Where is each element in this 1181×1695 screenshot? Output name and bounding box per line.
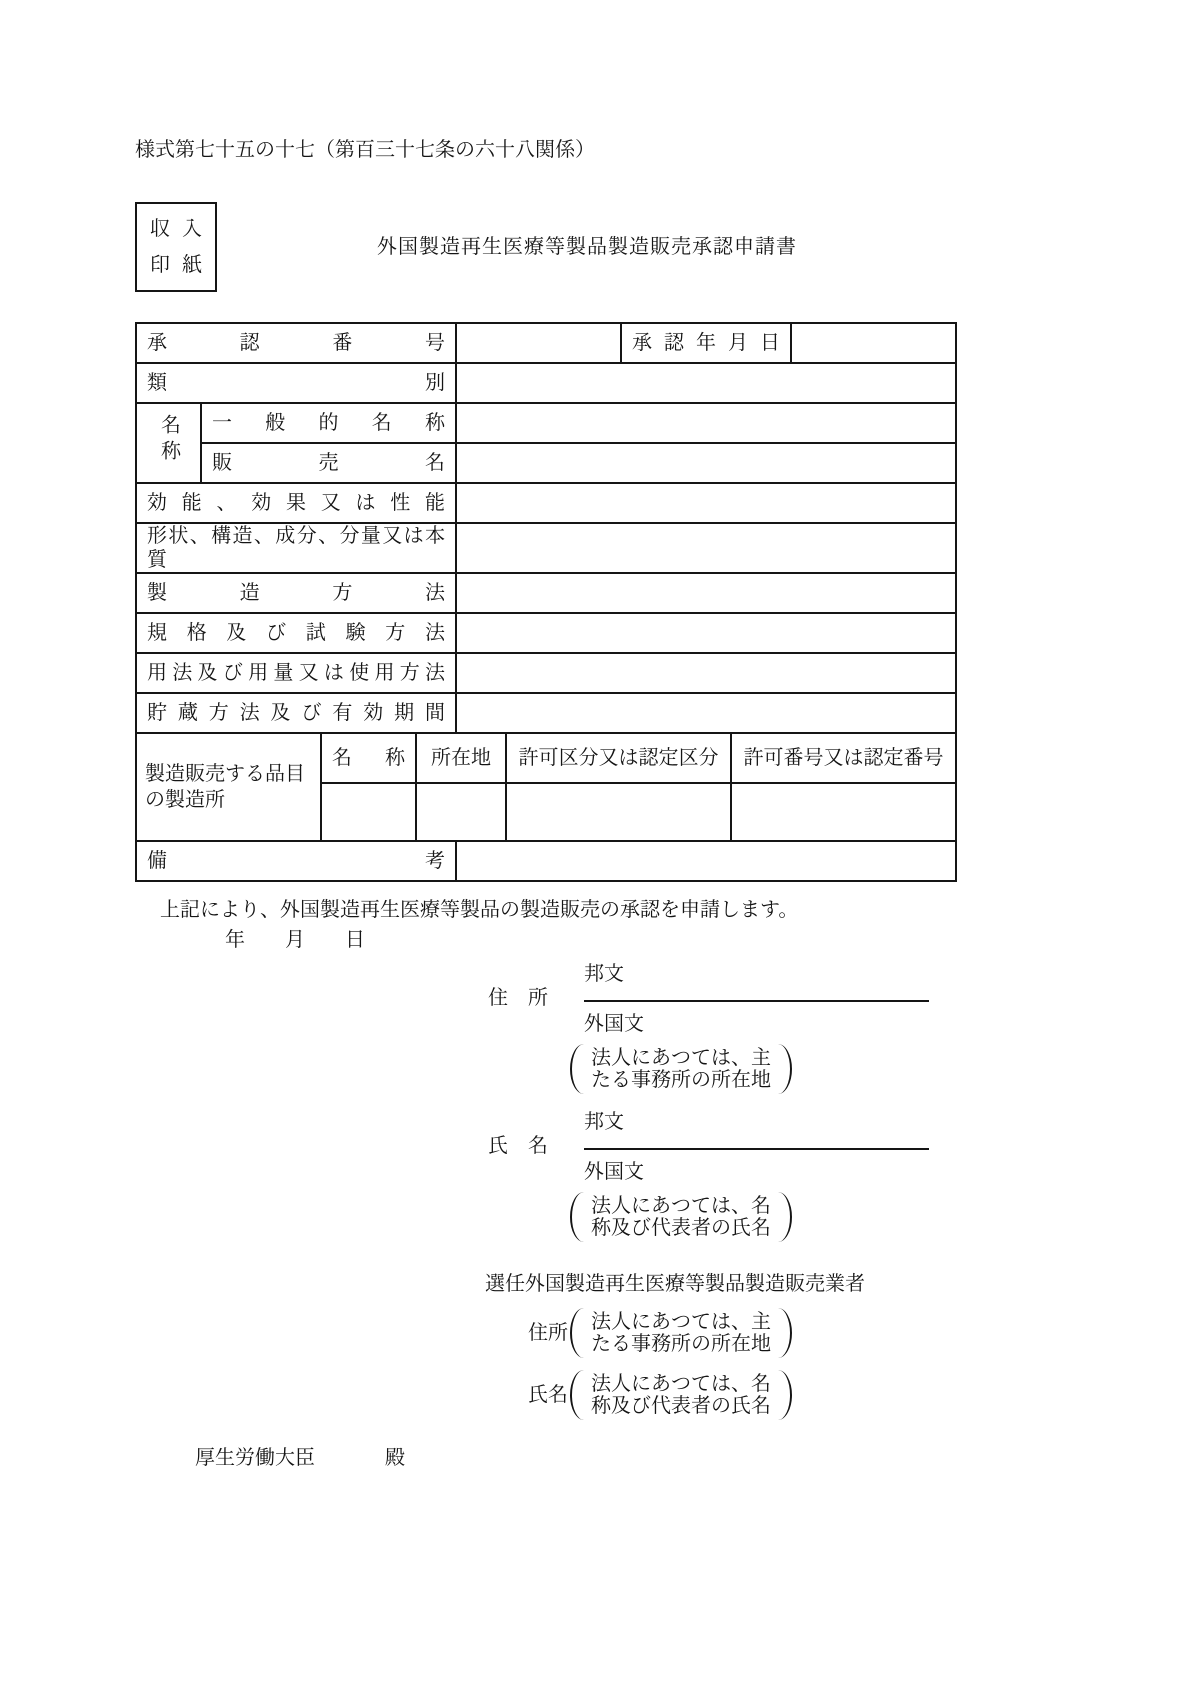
row-remarks <box>136 841 956 881</box>
site-address-field[interactable] <box>416 783 506 841</box>
agent-address-row <box>528 1308 957 1358</box>
remarks-field[interactable] <box>456 841 956 881</box>
agent-address-label: 住所 <box>528 1322 568 1344</box>
row-composition <box>136 523 956 573</box>
applicant-address-label: 住 所 <box>488 987 548 1009</box>
dosage-label: 用法及び用量又は使用方法 <box>136 653 456 693</box>
header-row <box>135 202 957 292</box>
minister-label: 厚生労働大臣 <box>195 1447 315 1469</box>
manufacturing-method-field[interactable] <box>456 573 956 613</box>
note-line2: 称及び代表者の氏名 <box>591 1395 771 1417</box>
applicant-name-note-text <box>589 1192 773 1242</box>
note-line1: 法人にあつては、名 <box>591 1195 771 1217</box>
composition-label: 形状、構造、成分、分量又は本質 <box>136 523 456 573</box>
row-efficacy <box>136 483 956 523</box>
note-line2: たる事務所の所在地 <box>591 1333 771 1355</box>
applicant-address-block <box>488 962 957 1100</box>
applicant-address-note-text <box>589 1044 773 1094</box>
manufacturing-method-label: 製造方法 <box>136 573 456 613</box>
note-line2: 称及び代表者の氏名 <box>591 1217 771 1239</box>
dosage-field[interactable] <box>456 653 956 693</box>
right-paren-shape <box>778 1192 792 1242</box>
name-foreign-script-label: 外国文 <box>584 1161 644 1183</box>
category-field[interactable] <box>456 363 956 403</box>
row-specifications <box>136 613 956 653</box>
row-site-header <box>136 733 956 783</box>
manufacturing-site-label: 製造販売する品目の製造所 <box>136 733 321 841</box>
applicant-name-corporate-note <box>570 1192 792 1242</box>
name-group-label: 名称 <box>136 403 201 483</box>
address-japanese-script-label: 邦文 <box>584 963 624 985</box>
storage-label: 貯蔵方法及び有効期間 <box>136 693 456 733</box>
agent-name-row <box>528 1370 957 1420</box>
right-paren-shape <box>778 1044 792 1094</box>
note-line2: たる事務所の所在地 <box>591 1069 771 1091</box>
specifications-field[interactable] <box>456 613 956 653</box>
honorific-label: 殿 <box>385 1447 405 1469</box>
storage-field[interactable] <box>456 693 956 733</box>
left-paren-shape <box>570 1192 584 1242</box>
remarks-label: 備考 <box>136 841 456 881</box>
application-statement: 上記により、外国製造再生医療等製品の製造販売の承認を申請します。 <box>160 899 799 921</box>
agent-name-note-text <box>589 1370 773 1420</box>
left-paren-shape <box>570 1308 584 1358</box>
applicant-address-japanese-write-line[interactable] <box>584 1000 929 1002</box>
left-paren-shape <box>570 1044 584 1094</box>
stamp-box-line1: 収入 <box>150 218 202 240</box>
composition-field[interactable] <box>456 523 956 573</box>
approval-date-field[interactable] <box>791 323 956 363</box>
form-number: 様式第七十五の十七（第百三十七条の六十八関係） <box>135 139 595 161</box>
note-line1: 法人にあつては、主 <box>591 1047 771 1069</box>
right-paren-shape <box>778 1370 792 1420</box>
applicant-address-corporate-note <box>570 1044 792 1094</box>
site-license-class-field[interactable] <box>506 783 731 841</box>
document-title: 外国製造再生医療等製品製造販売承認申請書 <box>377 236 797 258</box>
note-line1: 法人にあつては、名 <box>591 1373 771 1395</box>
row-storage <box>136 693 956 733</box>
minister-line <box>195 1446 957 1470</box>
site-license-class-label: 許可区分又は認定区分 <box>506 733 731 783</box>
left-paren-shape <box>570 1370 584 1420</box>
row-category <box>136 363 956 403</box>
generic-name-label: 一般的名称 <box>201 403 456 443</box>
category-label: 類別 <box>136 363 456 403</box>
site-license-number-field[interactable] <box>731 783 956 841</box>
row-generic-name <box>136 403 956 443</box>
agent-address-note-text <box>589 1308 773 1358</box>
agent-name-corporate-note <box>570 1370 792 1420</box>
stamp-box-line2: 印紙 <box>150 254 202 276</box>
applicant-name-label: 氏 名 <box>488 1135 548 1157</box>
brand-name-field[interactable] <box>456 443 956 483</box>
designated-agent-heading: 選任外国製造再生医療等製品製造販売業者 <box>485 1273 865 1295</box>
date-line: 年 月 日 <box>225 929 365 951</box>
row-manufacturing-method <box>136 573 956 613</box>
approval-application-table <box>135 322 957 882</box>
site-address-label: 所在地 <box>416 733 506 783</box>
brand-name-label: 販売名 <box>201 443 456 483</box>
note-line1: 法人にあつては、主 <box>591 1311 771 1333</box>
approval-number-field[interactable] <box>456 323 621 363</box>
generic-name-field[interactable] <box>456 403 956 443</box>
specifications-label: 規格及び試験方法 <box>136 613 456 653</box>
revenue-stamp-box <box>135 202 217 292</box>
name-japanese-script-label: 邦文 <box>584 1111 624 1133</box>
row-dosage <box>136 653 956 693</box>
site-license-number-label: 許可番号又は認定番号 <box>731 733 956 783</box>
address-foreign-script-label: 外国文 <box>584 1013 644 1035</box>
agent-address-corporate-note <box>570 1308 792 1358</box>
approval-date-label: 承認年月日 <box>621 323 791 363</box>
efficacy-label: 効能、効果又は性能 <box>136 483 456 523</box>
applicant-name-block <box>488 1110 957 1248</box>
site-name-field[interactable] <box>321 783 416 841</box>
applicant-name-japanese-write-line[interactable] <box>584 1148 929 1150</box>
agent-name-label: 氏名 <box>528 1384 568 1406</box>
row-brand-name <box>136 443 956 483</box>
efficacy-field[interactable] <box>456 483 956 523</box>
site-name-label: 名称 <box>321 733 416 783</box>
row-approval-number <box>136 323 956 363</box>
approval-number-label: 承認番号 <box>136 323 456 363</box>
right-paren-shape <box>778 1308 792 1358</box>
